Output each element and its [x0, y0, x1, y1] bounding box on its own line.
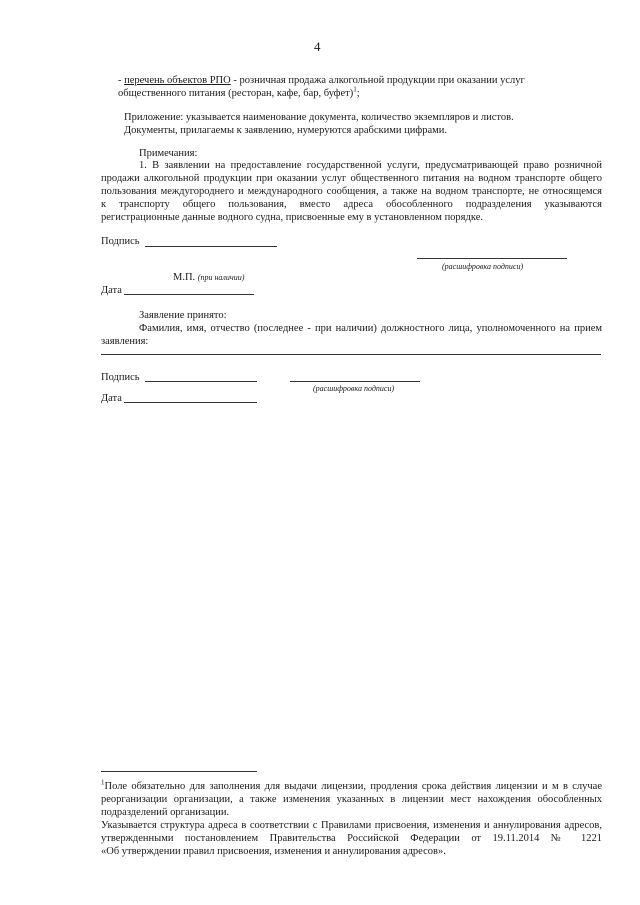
accepted-line-1: Фамилия, имя, отчество (последнее - при наличии) должностного лица, уполномоченного на прием — [139, 323, 602, 334]
seal-text: М.П. — [173, 272, 196, 283]
notes-line-3: пользования междугороднего и международного сообщения, а также на водном транспорте, не относящемся — [101, 186, 602, 197]
date-label: Дата — [101, 285, 122, 296]
notes-line-2: продажи алкогольной продукции при оказании услуг общественного питания на водном транспорте общего — [101, 173, 602, 184]
footnote-line-4: Указывается структура адреса в соответствии с Правилами присвоения, изменения и аннулирования адресов, — [101, 820, 602, 831]
footnote-line-5: утвержденными постановлением Правительства Российской Федерации от 19.11.2014 № 1221 — [101, 833, 602, 844]
intro-line-2-end: ; — [356, 88, 360, 99]
intro-line-2 — [118, 87, 360, 100]
signature-decoding-field[interactable] — [417, 258, 567, 259]
signature-2-decoding-caption: (расшифровка подписи) — [313, 384, 395, 393]
notes-line-4: к транспорту общего пользования, вместо адреса обособленного подразделения указываются — [101, 199, 602, 210]
date-2-label: Дата — [101, 393, 122, 404]
footnote-ref: 1 — [353, 85, 357, 94]
page-number: 4 — [314, 39, 321, 54]
date-2-field[interactable] — [124, 402, 257, 403]
signature-decoding-caption: (расшифровка подписи) — [442, 262, 524, 271]
signature-field[interactable] — [145, 246, 277, 247]
accepted-heading: Заявление принято: — [139, 310, 227, 321]
intro-dash: - — [118, 75, 125, 86]
footnote-line-1 — [101, 780, 602, 793]
signature-2-decoding-field[interactable] — [290, 381, 420, 382]
official-name-field[interactable] — [101, 354, 601, 355]
appendix-line-1: Приложение: указывается наименование документа, количество экземпляров и листов. — [124, 112, 514, 123]
accepted-line-2: заявления: — [101, 336, 149, 347]
signature-2-label: Подпись — [101, 372, 140, 383]
seal-label — [173, 271, 244, 284]
intro-text: - розничная продажа алкогольной продукции при оказании услуг — [230, 75, 525, 86]
footnote-line-2: реорганизации организации, а также изменения указанных в лицензии мест нахождения обособленных — [101, 794, 602, 805]
footnote-line-1-text: Поле обязательно для заполнения для выдачи лицензии, продления срока действия лицензии и м в случае — [104, 781, 602, 792]
footnote-line-6: «Об утверждении правил присвоения, изменения и аннулирования адресов». — [101, 846, 446, 857]
footnote-line-3: подразделений организации. — [101, 807, 230, 818]
signature-label: Подпись — [101, 236, 140, 247]
signature-2-field[interactable] — [145, 381, 257, 382]
notes-line-1: 1. В заявлении на предоставление государственной услуги, предусматривающей право розничной — [139, 160, 602, 171]
rpo-list-link[interactable]: перечень объектов РПО — [124, 75, 231, 86]
date-field[interactable] — [124, 294, 254, 295]
intro-line-2-text: общественного питания (ресторан, кафе, бар, буфет) — [118, 88, 354, 99]
footnote-separator — [101, 771, 257, 772]
appendix-line-2: Документы, прилагаемы к заявлению, нумеруются арабскими цифрами. — [124, 125, 448, 136]
seal-note: (при наличии) — [197, 273, 245, 282]
footnote-marker: 1 — [101, 778, 105, 787]
notes-heading: Примечания: — [139, 148, 198, 159]
notes-line-5: регистрационные данные водного судна, присвоенные ему в установленном порядке. — [101, 212, 483, 223]
intro-line-1 — [118, 74, 525, 87]
